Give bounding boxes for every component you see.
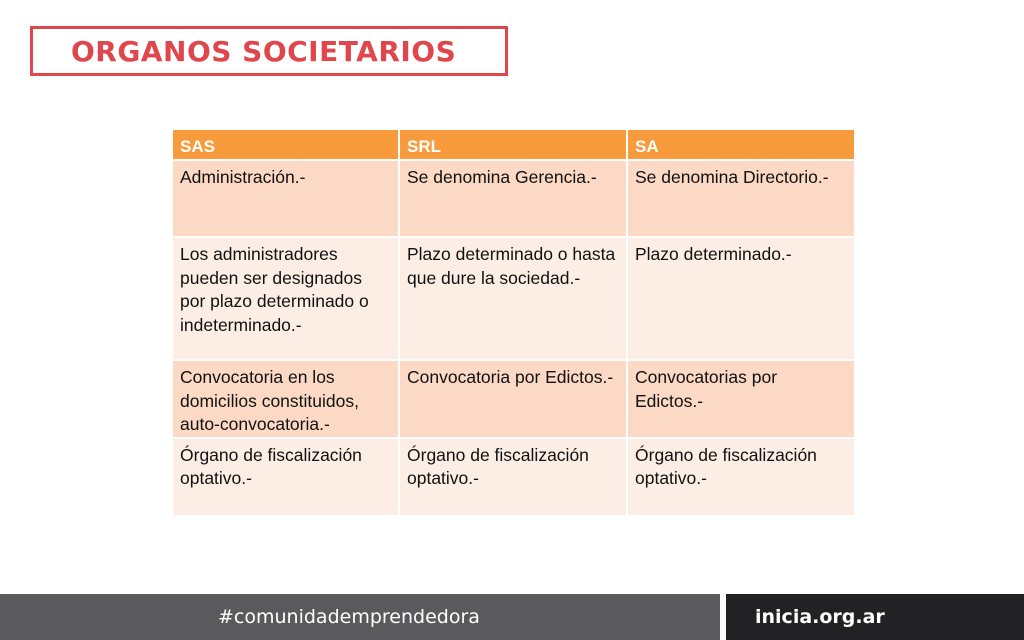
table-cell: Convocatorias por Edictos.- [627, 360, 855, 438]
header-sas: SAS [172, 129, 399, 160]
table-cell: Se denomina Directorio.- [627, 160, 855, 237]
footer-hashtag: #comunidademprendedora [218, 606, 480, 628]
table-cell: Administración.- [172, 160, 399, 237]
header-sa: SA [627, 129, 855, 160]
table-row [172, 360, 855, 438]
table-cell: Órgano de fiscalización optativo.- [172, 438, 399, 516]
table-cell: Se denomina Gerencia.- [399, 160, 627, 237]
table-cell: Convocatoria en los domicilios constituidos, auto-convocatoria.- [172, 360, 399, 438]
header-srl: SRL [399, 129, 627, 160]
footer-site-bar [726, 594, 1024, 640]
table-cell: Plazo determinado.- [627, 237, 855, 360]
table-row [172, 237, 855, 360]
title-box [30, 26, 508, 76]
footer-hashtag-bar [0, 594, 720, 640]
comparison-table [171, 128, 856, 517]
table-header-row [172, 129, 855, 160]
table-cell: Convocatoria por Edictos.- [399, 360, 627, 438]
table-row [172, 160, 855, 237]
page-title: ORGANOS SOCIETARIOS [71, 34, 457, 68]
table-row [172, 438, 855, 516]
table-cell: Órgano de fiscalización optativo.- [627, 438, 855, 516]
table-cell: Los administradores pueden ser designados por plazo determinado o indeterminado.- [172, 237, 399, 360]
table-cell: Órgano de fiscalización optativo.- [399, 438, 627, 516]
table-cell: Plazo determinado o hasta que dure la sociedad.- [399, 237, 627, 360]
footer-site-link[interactable]: inicia.org.ar [755, 606, 885, 628]
